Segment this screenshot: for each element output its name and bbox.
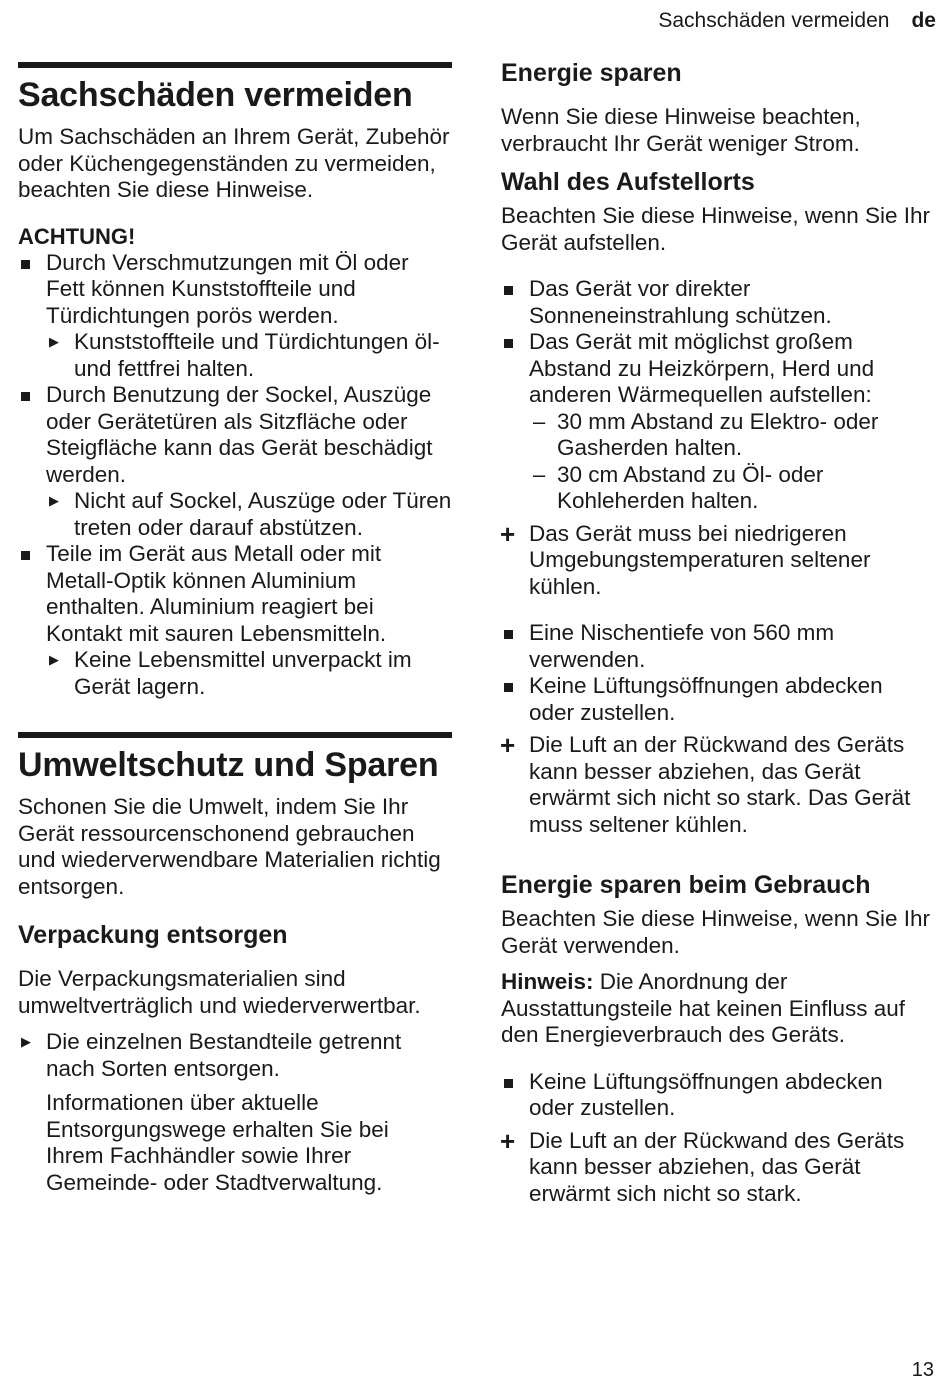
sub-item-text: 30 cm Abstand zu Öl- oder Kohleherden halten. (557, 461, 824, 513)
dash-bullet-icon: – (533, 408, 546, 434)
sub-item (529, 409, 933, 462)
action-item (46, 647, 452, 700)
action-item (46, 329, 452, 382)
list-item (18, 382, 452, 541)
list-item-text: Durch Benutzung der Sockel, Auszüge oder Gerätetüren als Sitzfläche oder Steigfläche kann das Gerät beschädigt werden. (46, 382, 433, 487)
plus-icon: + (500, 1125, 516, 1156)
language-code: de (911, 9, 936, 32)
usage-text: Beachten Sie diese Hinweise, wenn Sie Ihr Gerät verwenden. (501, 906, 930, 958)
section-title-environment: Umweltschutz und Sparen (18, 746, 439, 784)
hint-label: Hinweis: (501, 969, 594, 994)
section-divider (18, 62, 452, 68)
result-item (500, 1125, 933, 1208)
list-item (501, 276, 933, 329)
packaging-actions (18, 1029, 452, 1196)
result-text: Das Gerät muss bei niedrigeren Umgebungstemperaturen seltener kühlen. (529, 520, 871, 599)
location-list-1 (501, 276, 933, 600)
action-item (18, 1029, 452, 1196)
header-title: Sachschäden vermeiden (658, 9, 890, 32)
action-text: Nicht auf Sockel, Auszüge oder Türen treten oder darauf abstützen. (74, 488, 452, 540)
list-item (501, 1069, 933, 1122)
running-header (658, 8, 936, 34)
section-title-damage: Sachschäden vermeiden (18, 76, 413, 114)
list-item-text: Keine Lüftungsöffnungen abdecken oder zustellen. (529, 673, 883, 725)
triangle-bullet-icon: ▶ (49, 493, 59, 508)
result-text: Die Luft an der Rückwand des Geräts kann besser abziehen, das Gerät erwärmt sich nicht so stark. (529, 1127, 905, 1206)
damage-list (18, 250, 452, 701)
subsection-title-usage: Energie sparen beim Gebrauch (501, 871, 871, 899)
list-item-text: Eine Nischentiefe von 560 mm verwenden. (529, 620, 835, 672)
list-item (501, 620, 933, 673)
list-item (18, 541, 452, 700)
list-item (501, 673, 933, 726)
warning-label: ACHTUNG! (18, 223, 136, 249)
sub-item (529, 462, 933, 515)
action-item (46, 488, 452, 541)
environment-intro: Schonen Sie die Umwelt, indem Sie Ihr Gerät ressourcenschonend gebrauchen und wiederverwendbare Materialien richtig entsorgen. (18, 794, 441, 899)
energy-text: Wenn Sie diese Hinweise beachten, verbraucht Ihr Gerät weniger Strom. (501, 104, 861, 156)
hint-text: Die Anordnung der Ausstattungsteile hat keinen Einfluss auf den Energieverbrauch des Geräts. (501, 969, 906, 1047)
section-divider (18, 732, 452, 738)
result-item (500, 518, 933, 601)
list-item-text: Keine Lüftungsöffnungen abdecken oder zustellen. (529, 1068, 883, 1120)
location-text: Beachten Sie diese Hinweise, wenn Sie Ihr Gerät aufstellen. (501, 203, 930, 255)
triangle-bullet-icon: ▶ (49, 652, 59, 667)
page-number: 13 (911, 1359, 934, 1381)
list-item (18, 250, 452, 383)
triangle-bullet-icon: ▶ (49, 334, 59, 349)
sub-item-text: 30 mm Abstand zu Elektro- oder Gasherden halten. (557, 408, 879, 460)
list-item-text: Durch Verschmutzungen mit Öl oder Fett können Kunststoffteile und Türdichtungen porös werden. (46, 249, 409, 328)
result-text: Die Luft an der Rückwand des Geräts kann besser abziehen, das Gerät erwärmt sich nicht so stark. Das Gerät muss seltener kühlen. (529, 732, 911, 837)
list-item-text: Das Gerät mit möglichst großem Abstand zu Heizkörpern, Herd und anderen Wärmequellen aufstellen: (529, 329, 875, 407)
action-text: Kunststoffteile und Türdichtungen öl- und fettfrei halten. (74, 329, 440, 381)
plus-icon: + (500, 730, 516, 760)
damage-intro: Um Sachschäden an Ihrem Gerät, Zubehör oder Küchengegenständen zu vermeiden, beachten Sie diese Hinweise. (18, 124, 450, 202)
result-item (501, 732, 933, 838)
triangle-bullet-icon: ▶ (21, 1034, 31, 1049)
right-column (501, 58, 933, 1207)
action-text: Die einzelnen Bestandteile getrennt nach Sorten entsorgen. (46, 1029, 402, 1081)
left-column (18, 62, 452, 1196)
usage-hint (501, 969, 933, 1049)
list-item-text: Teile im Gerät aus Metall oder mit Metall-Optik können Aluminium enthalten. Aluminium reagiert bei Kontakt mit sauren Lebensmitteln. (46, 541, 387, 646)
packaging-text: Die Verpackungsmaterialien sind umweltverträglich und wiederverwertbar. (18, 966, 421, 1018)
location-list-2 (501, 620, 933, 838)
dash-bullet-icon: – (533, 461, 546, 487)
plus-icon: + (500, 518, 516, 549)
disposal-info: Informationen über aktuelle Entsorgungswege erhalten Sie bei Ihrem Fachhändler sowie Ihrer Gemeinde- oder Stadtverwaltung. (46, 1090, 389, 1195)
subsection-title-location: Wahl des Aufstellorts (501, 168, 755, 196)
subsection-title-energy: Energie sparen (501, 59, 682, 87)
list-item-text: Das Gerät vor direkter Sonneneinstrahlung schützen. (529, 276, 832, 328)
subsection-title-packaging: Verpackung entsorgen (18, 921, 288, 949)
action-text: Keine Lebensmittel unverpackt im Gerät lagern. (74, 647, 412, 699)
list-item (501, 329, 933, 515)
usage-list (501, 1069, 933, 1208)
